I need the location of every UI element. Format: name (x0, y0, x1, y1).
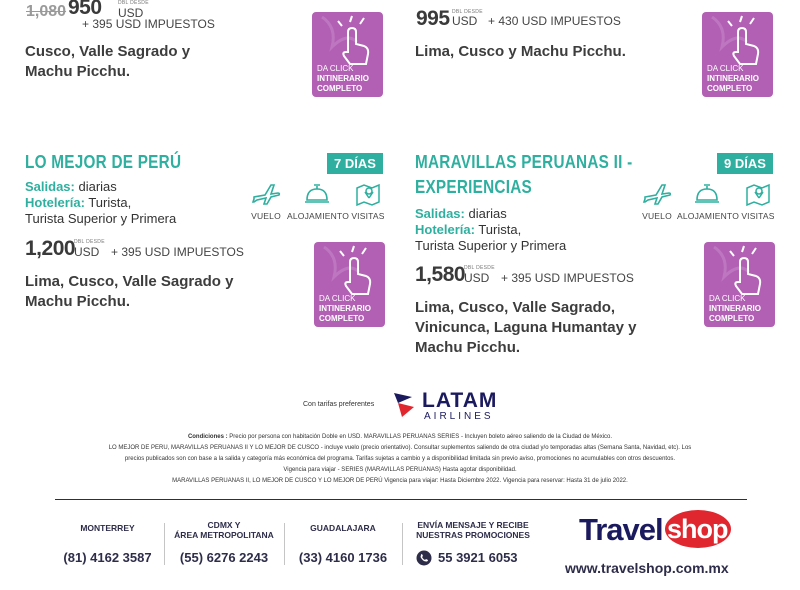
cta-line: DA CLICK (317, 64, 354, 73)
airline-name: LATAM (422, 389, 498, 412)
destinations-line: Machu Picchu. (25, 293, 131, 310)
price-value: 1,200 (25, 237, 76, 260)
contact-heading: NUESTRAS PROMOCIONES (416, 530, 530, 540)
contact-heading: CDMX Y (207, 520, 241, 530)
cta-line: INTINERARIO (317, 74, 369, 83)
brand-travel: Travel (579, 512, 663, 547)
cta-line: INTINERARIO (709, 304, 761, 313)
service-bell-icon (302, 180, 332, 206)
phone-link[interactable]: (55) 6276 2243 (179, 550, 269, 565)
website-link[interactable]: www.travelshop.com.mx (565, 560, 729, 576)
dbl-label: DBL DESDE (74, 239, 105, 245)
itinerary-button[interactable] (702, 12, 773, 97)
map-pin-icon (743, 180, 773, 206)
tax-label: + 395 USD IMPUESTOS (111, 245, 244, 259)
feature-label: VISITAS (741, 211, 775, 221)
destinations-line: Machu Picchu. (415, 339, 521, 356)
whatsapp-icon (416, 550, 432, 566)
tax-label: + 395 USD IMPUESTOS (501, 271, 634, 285)
itinerary-button[interactable] (704, 242, 775, 327)
price-value: 995 (416, 7, 450, 30)
price-value: 1,580 (415, 263, 466, 286)
contact-guadalajara (289, 523, 397, 533)
lodging-feature (287, 180, 350, 221)
departures-value: diarias (74, 179, 117, 194)
whatsapp-number: 55 3921 6053 (438, 550, 518, 565)
departures-label: Salidas: (415, 206, 465, 221)
hotel-value: Turista, (474, 222, 522, 237)
whatsapp-link[interactable] (416, 549, 546, 567)
flight-feature (637, 180, 677, 221)
travelshop-logo[interactable] (579, 510, 739, 550)
feature-label: ALOJAMIENTO (287, 211, 350, 221)
feature-label: VUELO (251, 211, 281, 221)
feature-label: VUELO (642, 211, 672, 221)
destinations-line: Lima, Cusco, Valle Sagrado, (415, 299, 616, 316)
old-price: 1,080 (26, 3, 67, 20)
conditions-line: LO MEJOR DE PERU, MARAVILLAS PERUANAS II Y LO MEJOR DE CUSCO - incluye vuelo (precio orientativo). Consultar suplementos saliendo de otra ciudad y/o temporadas altas (Semana Santa, Navidad, etc). Los (108, 445, 692, 451)
hotel-label: Hotelería: (415, 222, 475, 237)
currency-label: USD (464, 271, 490, 285)
tax-label: + 395 USD IMPUESTOS (82, 17, 215, 31)
tour-title: LO MEJOR DE PERÚ (25, 152, 182, 172)
conditions-line: MARAVILLAS PERUANAS II, LO MEJOR DE CUSCO Y LO MEJOR DE PERÚ Vigencia para viajar: Hasta Diciembre 2022. Vigencia para reservar: Hasta 31 de julio 2022. (172, 478, 628, 484)
duration-badge: 7 DÍAS (327, 153, 383, 174)
conditions-line: Precio por persona con habitación Doble en USD. MARAVILLAS PERUANAS SERIES - Incluyen boleto aéreo saliendo de la Ciudad de México. (227, 434, 613, 440)
dbl-label: DBL DESDE (464, 265, 495, 271)
contact-whatsapp (405, 520, 541, 540)
itinerary-button[interactable] (314, 242, 385, 327)
dbl-label: DBL DESDE (118, 0, 149, 6)
cta-line: DA CLICK (707, 64, 744, 73)
currency-label: USD (118, 6, 144, 20)
hotel-label: Hotelería: (25, 195, 85, 210)
hotel-info-line: Turista Superior y Primera (415, 238, 567, 253)
phone-link[interactable]: (81) 4162 3587 (63, 550, 152, 565)
service-bell-icon (692, 180, 722, 206)
departures-label: Salidas: (25, 179, 75, 194)
lodging-feature (677, 180, 740, 221)
visits-feature (740, 180, 776, 221)
destinations-line: Vinicunca, Laguna Humantay y (415, 319, 637, 336)
cta-line: COMPLETO (319, 314, 365, 323)
contact-heading: ÁREA METROPOLITANA (174, 530, 274, 540)
contact-heading: ENVÍA MENSAJE Y RECIBE (417, 520, 529, 530)
flight-feature (246, 180, 286, 221)
currency-label: USD (74, 245, 100, 259)
cta-line: COMPLETO (317, 84, 363, 93)
cta-line: DA CLICK (319, 294, 356, 303)
separator (402, 523, 403, 565)
cta-line: COMPLETO (707, 84, 753, 93)
airline-prefix: Con tarifas preferentes (303, 401, 375, 408)
feature-label: ALOJAMIENTO (677, 211, 740, 221)
conditions-line: Vigencia para viajar - SERIES (MARAVILLAS PERUANAS) Hasta agotar disponibilidad. (283, 467, 517, 473)
cta-line: INTINERARIO (707, 74, 759, 83)
airplane-icon (251, 180, 281, 206)
contact-heading: MONTERREY (80, 523, 135, 533)
phone-link[interactable]: (33) 4160 1736 (298, 550, 388, 565)
tour-title: EXPERIENCIAS (415, 177, 532, 197)
dbl-label: DBL DESDE (452, 9, 483, 15)
separator (164, 523, 165, 565)
contact-cdmx (169, 520, 279, 540)
currency-label: USD (452, 14, 478, 28)
departures-value: diarias (464, 206, 507, 221)
latam-logo-icon (392, 389, 418, 421)
destinations-line: Lima, Cusco y Machu Picchu. (415, 43, 626, 60)
duration-badge: 9 DÍAS (717, 153, 773, 174)
cta-line: DA CLICK (709, 294, 746, 303)
airline-sub: AIRLINES (424, 411, 494, 422)
hotel-info-line: Turista Superior y Primera (25, 211, 177, 226)
airplane-icon (642, 180, 672, 206)
cta-line: INTINERARIO (319, 304, 371, 313)
conditions-line: precios publicados son con base a la salida y categoría más económica del programa. Tarifas sujetas a cambio y a disponibilidad limitada sin previo aviso, promociones no acumulables con otros descuentos. (124, 456, 676, 462)
destinations-line: Cusco, Valle Sagrado y (25, 43, 191, 60)
hotel-value: Turista, (84, 195, 132, 210)
feature-label: VISITAS (351, 211, 385, 221)
divider (55, 499, 747, 500)
tax-label: + 430 USD IMPUESTOS (488, 14, 621, 28)
map-pin-icon (353, 180, 383, 206)
cta-line: COMPLETO (709, 314, 755, 323)
visits-feature (350, 180, 386, 221)
separator (284, 523, 285, 565)
destinations-line: Lima, Cusco, Valle Sagrado y (25, 273, 234, 290)
contact-heading: GUADALAJARA (310, 523, 376, 533)
price-value: 950 (68, 0, 102, 19)
contact-monterrey (55, 523, 160, 533)
brand-shop: shop (667, 514, 728, 544)
tour-title: MARAVILLAS PERUANAS II - (415, 152, 633, 172)
itinerary-button[interactable] (312, 12, 383, 97)
conditions-text (30, 432, 770, 487)
destinations-line: Machu Picchu. (25, 63, 131, 80)
conditions-label: Condiciones : (187, 434, 228, 440)
